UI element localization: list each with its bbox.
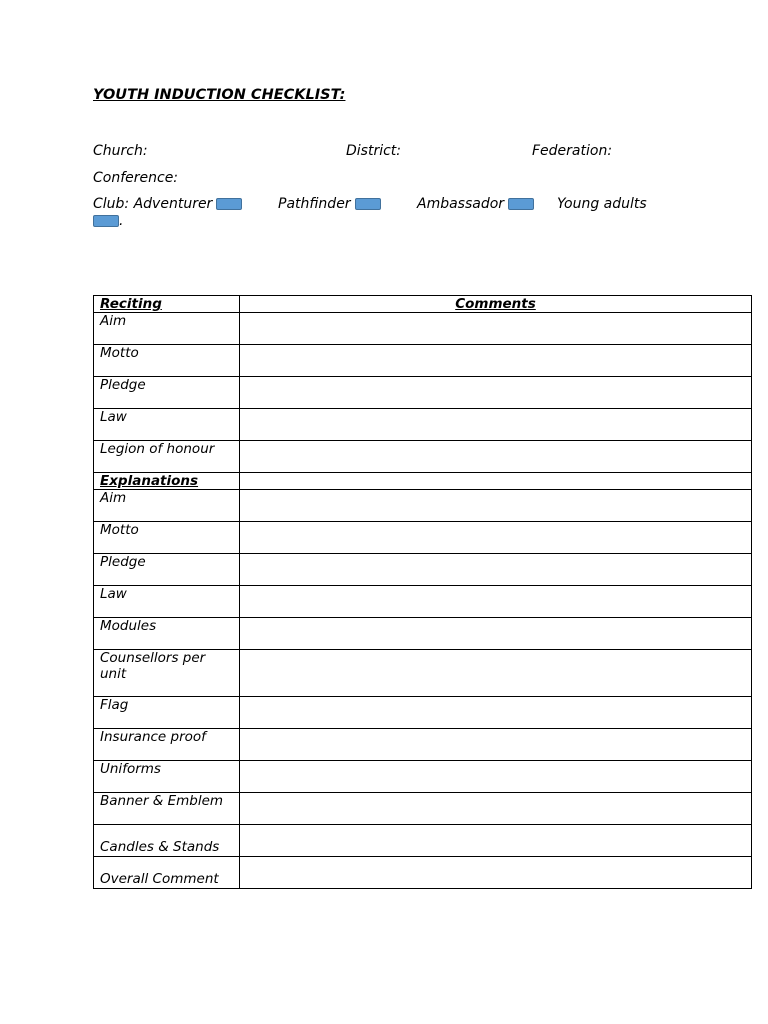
- explanation-pledge: Pledge: [94, 554, 240, 586]
- pathfinder-option: [278, 196, 381, 212]
- explanation-flag: Flag: [94, 697, 240, 729]
- candles-stands-label: Candles & Stands: [94, 825, 240, 857]
- adventurer-checkbox[interactable]: [216, 198, 242, 210]
- explanation-counsellors-per-unit: Counsellors per unit: [94, 650, 240, 697]
- pathfinder-checkbox[interactable]: [355, 198, 381, 210]
- explanation-uniforms: Uniforms: [94, 761, 240, 793]
- reciting-header: Reciting: [94, 296, 240, 313]
- table-row: [94, 793, 752, 825]
- church-label: Church:: [93, 143, 148, 159]
- ambassador-label: Ambassador: [417, 196, 505, 212]
- table-row: [94, 409, 752, 441]
- comment-cell[interactable]: [240, 441, 752, 473]
- table-row: [94, 729, 752, 761]
- table-row: [94, 618, 752, 650]
- explanation-insurance-proof: Insurance proof: [94, 729, 240, 761]
- comment-cell[interactable]: [240, 729, 752, 761]
- comments-header: Comments: [240, 296, 752, 313]
- trailing-period: .: [119, 213, 124, 229]
- reciting-motto: Motto: [94, 345, 240, 377]
- comment-cell[interactable]: [240, 697, 752, 729]
- comment-cell[interactable]: [240, 522, 752, 554]
- table-row: [94, 761, 752, 793]
- explanation-modules: Modules: [94, 618, 240, 650]
- comment-cell[interactable]: [240, 650, 752, 697]
- reciting-legion-of-honour: Legion of honour: [94, 441, 240, 473]
- explanation-aim: Aim: [94, 490, 240, 522]
- table-row: [94, 522, 752, 554]
- page-title: YOUTH INDUCTION CHECKLIST:: [93, 87, 346, 103]
- table-row: [94, 857, 752, 889]
- table-row: [94, 490, 752, 522]
- table-row: [94, 441, 752, 473]
- table-row: [94, 313, 752, 345]
- reciting-law: Law: [94, 409, 240, 441]
- table-row: [94, 345, 752, 377]
- comment-cell[interactable]: [240, 793, 752, 825]
- table-row: [94, 554, 752, 586]
- young-adults-option: [93, 213, 123, 229]
- young-adults-checkbox[interactable]: [93, 215, 119, 227]
- club-adventurer-option: [93, 196, 242, 212]
- checklist-table: [93, 295, 752, 889]
- table-row: [94, 825, 752, 857]
- ambassador-option: [417, 196, 534, 212]
- explanations-header: Explanations: [94, 473, 240, 490]
- reciting-aim: Aim: [94, 313, 240, 345]
- table-row: [94, 697, 752, 729]
- comment-cell[interactable]: [240, 313, 752, 345]
- federation-label: Federation:: [532, 143, 613, 159]
- comment-cell[interactable]: [240, 490, 752, 522]
- table-row: [94, 377, 752, 409]
- comment-cell[interactable]: [240, 825, 752, 857]
- conference-label: Conference:: [93, 170, 179, 186]
- comment-cell[interactable]: [240, 409, 752, 441]
- overall-comment-label: Overall Comment: [94, 857, 240, 889]
- ambassador-checkbox[interactable]: [508, 198, 534, 210]
- comment-cell[interactable]: [240, 345, 752, 377]
- explanations-header-row: [94, 473, 752, 490]
- comment-cell[interactable]: [240, 586, 752, 618]
- pathfinder-label: Pathfinder: [278, 196, 351, 212]
- comment-cell[interactable]: [240, 377, 752, 409]
- comment-cell[interactable]: [240, 473, 752, 490]
- explanation-law: Law: [94, 586, 240, 618]
- explanation-banner-emblem: Banner & Emblem: [94, 793, 240, 825]
- district-label: District:: [346, 143, 402, 159]
- club-adventurer-label: Club: Adventurer: [93, 196, 213, 212]
- comment-cell[interactable]: [240, 554, 752, 586]
- comment-cell[interactable]: [240, 618, 752, 650]
- table-header-row: [94, 296, 752, 313]
- table-row: [94, 650, 752, 697]
- young-adults-label: Young adults: [557, 196, 647, 212]
- comment-cell[interactable]: [240, 761, 752, 793]
- table-row: [94, 586, 752, 618]
- comment-cell[interactable]: [240, 857, 752, 889]
- reciting-pledge: Pledge: [94, 377, 240, 409]
- explanation-motto: Motto: [94, 522, 240, 554]
